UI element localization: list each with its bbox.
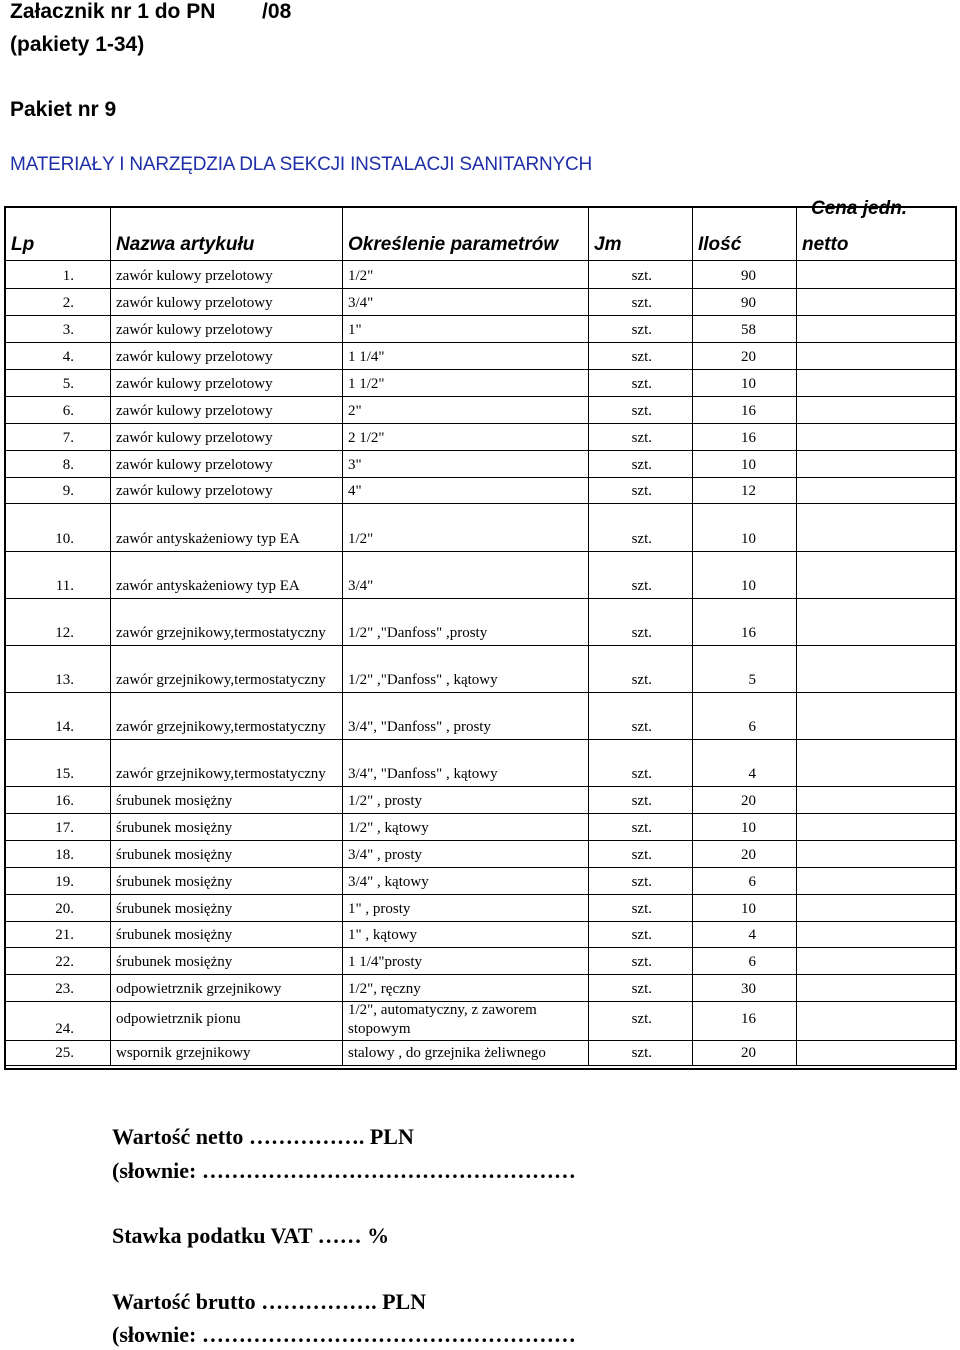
- cell-unit: szt.: [631, 1011, 652, 1027]
- cell-unit: szt.: [631, 672, 652, 688]
- cell-params: 4": [348, 483, 362, 499]
- cell-lp: 24.: [55, 1021, 74, 1037]
- cell-lp: 12.: [55, 625, 74, 641]
- cell-unit: szt.: [631, 766, 652, 782]
- table-row: [6, 369, 955, 396]
- document-subtitle: (pakiety 1-34): [10, 33, 145, 56]
- cell-unit: szt.: [631, 322, 652, 338]
- cell-unit: szt.: [631, 430, 652, 446]
- cell-name: śrubunek mosiężny: [116, 847, 233, 863]
- cell-name: zawór grzejnikowy,termostatyczny: [116, 719, 326, 735]
- cell-unit: szt.: [631, 268, 652, 284]
- package-title: Pakiet nr 9: [10, 98, 117, 121]
- cell-lp: 10.: [55, 531, 74, 547]
- table-row: [6, 1040, 955, 1065]
- cell-qty: 20: [741, 793, 756, 809]
- cell-lp: 16.: [55, 793, 74, 809]
- cell-unit: szt.: [631, 376, 652, 392]
- cell-name: śrubunek mosiężny: [116, 793, 233, 809]
- table-row: [6, 423, 955, 450]
- col-price-top: Cena jedn.: [811, 198, 908, 219]
- cell-params: 1 1/4"prosty: [348, 954, 423, 970]
- cell-qty: 20: [741, 349, 756, 365]
- table-row: [6, 450, 955, 477]
- cell-lp: 4.: [62, 349, 74, 365]
- cell-lp: 14.: [55, 719, 74, 735]
- cell-params: 1/2": [348, 268, 374, 284]
- cell-qty: 16: [741, 403, 756, 419]
- cell-name: zawór grzejnikowy,termostatyczny: [116, 672, 326, 688]
- cell-params: 3/4": [348, 578, 374, 594]
- cell-unit: szt.: [631, 531, 652, 547]
- cell-lp: 3.: [62, 322, 74, 338]
- cell-params: 3/4" , prosty: [348, 847, 423, 863]
- cell-name: zawór antyskażeniowy typ EA: [116, 531, 300, 547]
- cell-name: śrubunek mosiężny: [116, 954, 233, 970]
- cell-params: 3/4" , kątowy: [348, 874, 429, 890]
- cell-lp: 5.: [62, 376, 74, 392]
- cell-lp: 11.: [55, 578, 74, 594]
- cell-unit: szt.: [631, 981, 652, 997]
- cell-name: zawór kulowy przelotowy: [116, 457, 273, 473]
- cell-lp: 17.: [55, 820, 74, 836]
- cell-params: 1/2", automatyczny, z zaworem: [348, 1002, 537, 1018]
- cell-qty: 30: [741, 981, 756, 997]
- cell-qty: 10: [741, 901, 756, 917]
- cell-qty: 10: [741, 531, 756, 547]
- cell-params: 1 1/4": [348, 349, 385, 365]
- cell-params: 1/2" ,"Danfoss" , kątowy: [348, 672, 498, 688]
- col-name: Nazwa artykułu: [116, 234, 255, 255]
- cell-lp: 6.: [62, 403, 74, 419]
- cell-name: zawór kulowy przelotowy: [116, 376, 273, 392]
- cell-lp: 19.: [55, 874, 74, 890]
- cell-unit: szt.: [631, 349, 652, 365]
- cell-lp: 15.: [55, 766, 74, 782]
- cell-unit: szt.: [631, 954, 652, 970]
- cell-name: wspornik grzejnikowy: [116, 1045, 251, 1061]
- cell-unit: szt.: [631, 625, 652, 641]
- cell-name: zawór kulowy przelotowy: [116, 349, 273, 365]
- table-row: [6, 551, 955, 598]
- cell-unit: szt.: [631, 483, 652, 499]
- col-qty: Ilość: [698, 234, 742, 255]
- cell-unit: szt.: [631, 820, 652, 836]
- table-row: [6, 867, 955, 894]
- cell-params: 1" , kątowy: [348, 927, 418, 943]
- cell-params: 3/4", "Danfoss" , kątowy: [348, 766, 498, 782]
- cell-qty: 90: [741, 295, 756, 311]
- cell-params: 1 1/2": [348, 376, 385, 392]
- cell-lp: 2.: [62, 295, 74, 311]
- cell-qty: 10: [741, 376, 756, 392]
- table-row: [6, 786, 955, 813]
- table-row: [6, 477, 955, 503]
- cell-lp: 8.: [62, 457, 74, 473]
- cell-qty: 6: [748, 954, 756, 970]
- cell-qty: 4: [748, 927, 756, 943]
- col-lp: Lp: [11, 234, 35, 255]
- cell-name: śrubunek mosiężny: [116, 901, 233, 917]
- cell-lp: 1.: [62, 268, 74, 284]
- cell-qty: 6: [748, 719, 756, 735]
- cell-unit: szt.: [631, 457, 652, 473]
- cell-params: 1/2" ,"Danfoss" ,prosty: [348, 625, 488, 641]
- document-title: Załacznik nr 1 do PN /08: [10, 0, 292, 23]
- table-row: [6, 503, 955, 551]
- cell-params: 3": [348, 457, 362, 473]
- table-row: [6, 342, 955, 369]
- cell-lp: 7.: [62, 430, 74, 446]
- table-row: [6, 974, 955, 1001]
- cell-qty: 20: [741, 847, 756, 863]
- table-header: [6, 198, 955, 260]
- table-row: [6, 813, 955, 840]
- cell-qty: 12: [741, 483, 756, 499]
- cell-name: zawór grzejnikowy,termostatyczny: [116, 766, 326, 782]
- gross-words-line: (słownie: ……………………………………………: [112, 1322, 576, 1347]
- cell-name: zawór kulowy przelotowy: [116, 483, 273, 499]
- cell-qty: 6: [748, 874, 756, 890]
- cell-qty: 10: [741, 578, 756, 594]
- cell-name: zawór kulowy przelotowy: [116, 430, 273, 446]
- cell-name: śrubunek mosiężny: [116, 874, 233, 890]
- col-unit: Jm: [594, 234, 622, 255]
- cell-qty: 58: [741, 322, 756, 338]
- col-price: netto: [802, 234, 849, 255]
- cell-params: 3/4": [348, 295, 374, 311]
- cell-lp: 9.: [62, 483, 74, 499]
- table-row: [6, 739, 955, 786]
- cell-unit: szt.: [631, 403, 652, 419]
- cell-params: 1/2", ręczny: [348, 981, 421, 997]
- cell-name: zawór grzejnikowy,termostatyczny: [116, 625, 326, 641]
- cell-qty: 90: [741, 268, 756, 284]
- table-row: [6, 396, 955, 423]
- table-row: [6, 947, 955, 974]
- col-params: Określenie parametrów: [348, 234, 559, 255]
- vat-line: Stawka podatku VAT …… %: [112, 1223, 390, 1248]
- cell-unit: szt.: [631, 578, 652, 594]
- cell-qty: 16: [741, 430, 756, 446]
- cell-params-line2: stopowym: [348, 1021, 411, 1037]
- cell-qty: 10: [741, 820, 756, 836]
- table-row: [6, 921, 955, 947]
- cell-params: 1/2": [348, 531, 374, 547]
- table-row: [6, 645, 955, 692]
- cell-lp: 18.: [55, 847, 74, 863]
- section-title: MATERIAŁY I NARZĘDZIA DLA SEKCJI INSTALACJI SANITARNYCH: [10, 154, 592, 175]
- cell-qty: 20: [741, 1045, 756, 1061]
- cell-lp: 23.: [55, 981, 74, 997]
- cell-params: 3/4", "Danfoss" , prosty: [348, 719, 491, 735]
- cell-params: stalowy , do grzejnika żeliwnego: [348, 1045, 546, 1061]
- cell-qty: 4: [748, 766, 756, 782]
- table-row: [6, 692, 955, 739]
- cell-params: 1/2" , kątowy: [348, 820, 429, 836]
- cell-lp: 13.: [55, 672, 74, 688]
- cell-unit: szt.: [631, 1045, 652, 1061]
- cell-unit: szt.: [631, 295, 652, 311]
- cell-name: odpowietrznik pionu: [116, 1011, 241, 1027]
- gross-value-line: Wartość brutto ……………. PLN: [112, 1289, 427, 1314]
- cell-qty: 16: [741, 1011, 756, 1027]
- cell-params: 2 1/2": [348, 430, 385, 446]
- cell-unit: szt.: [631, 847, 652, 863]
- cell-lp: 25.: [55, 1045, 74, 1061]
- cell-name: śrubunek mosiężny: [116, 927, 233, 943]
- cell-qty: 10: [741, 457, 756, 473]
- cell-qty: 5: [748, 672, 756, 688]
- cell-unit: szt.: [631, 719, 652, 735]
- table-row: [6, 315, 955, 342]
- cell-unit: szt.: [631, 874, 652, 890]
- table-row: [6, 598, 955, 645]
- cell-params: 1": [348, 322, 362, 338]
- table-row: [6, 1001, 955, 1040]
- cell-unit: szt.: [631, 793, 652, 809]
- cell-qty: 16: [741, 625, 756, 641]
- net-value-line: Wartość netto ……………. PLN: [112, 1124, 414, 1149]
- net-words-line: (słownie: ……………………………………………: [112, 1158, 576, 1183]
- table-row: [6, 840, 955, 867]
- table-row: [6, 261, 955, 288]
- cell-lp: 21.: [55, 927, 74, 943]
- cell-name: zawór kulowy przelotowy: [116, 268, 273, 284]
- items-table: [4, 198, 957, 1070]
- cell-name: zawór antyskażeniowy typ EA: [116, 578, 300, 594]
- cell-name: odpowietrznik grzejnikowy: [116, 981, 282, 997]
- cell-name: zawór kulowy przelotowy: [116, 403, 273, 419]
- table-row: [6, 288, 955, 315]
- cell-unit: szt.: [631, 901, 652, 917]
- cell-name: zawór kulowy przelotowy: [116, 322, 273, 338]
- cell-params: 1/2" , prosty: [348, 793, 423, 809]
- cell-params: 1" , prosty: [348, 901, 411, 917]
- table-row: [6, 894, 955, 921]
- cell-name: zawór kulowy przelotowy: [116, 295, 273, 311]
- cell-lp: 20.: [55, 901, 74, 917]
- cell-lp: 22.: [55, 954, 74, 970]
- cell-params: 2": [348, 403, 362, 419]
- cell-name: śrubunek mosiężny: [116, 820, 233, 836]
- cell-unit: szt.: [631, 927, 652, 943]
